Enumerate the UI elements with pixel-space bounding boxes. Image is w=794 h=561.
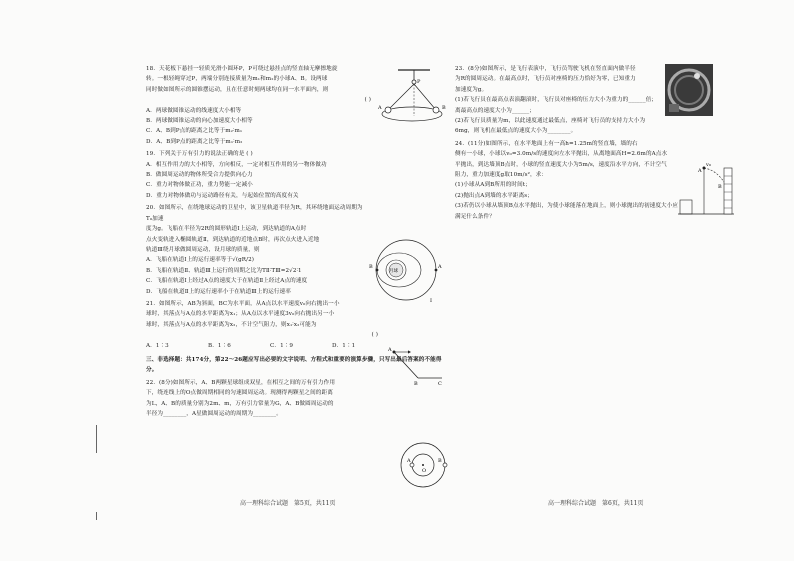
q20-option-a: A．飞船在轨道Ⅰ上的运行速率等于√(gR/2) <box>146 257 255 264</box>
q22-label-o: O <box>422 468 427 474</box>
q23-photo <box>665 64 713 116</box>
q20-line: 轨道Ⅲ绕月球做圆周运动，设月球的质量，则 <box>146 246 260 253</box>
q19-line: 19．下列关于万有引力的说法正确的是 ( ) <box>146 151 253 158</box>
q20-label-a: A <box>438 264 442 270</box>
question-20 <box>146 203 366 297</box>
q20-label-b: B <box>369 264 373 270</box>
q20-option-d: D．飞船在轨道Ⅱ上的运行速率小于在轨道Ⅲ上的运行速率 <box>146 288 291 295</box>
q18-line: 转。一根轻绳穿过P，两端分别连接质量为m₁和m₂的小球A、B。设两球 <box>146 76 328 83</box>
q20-line: 度为g。飞船在半径为2R的圆形轨道Ⅰ上运动，到达轨道的A点时 <box>146 226 307 233</box>
q22-line: 半径为________，A星做圆周运动的周期为________。 <box>146 411 282 417</box>
q23-line: 加速度为g。 <box>455 86 488 93</box>
footer-page-6: 高一理科综合试题 第6页，共11页 <box>548 500 644 507</box>
q21-option-a: A．1∶3 <box>146 342 169 349</box>
q21-option-c: C．1∶9 <box>270 342 294 349</box>
q22-line: 22．(8分)如图所示，A、B两颗星球组成双星，在相互之间的万有引力作用 <box>146 379 336 386</box>
q18-line: 同时做如图所示的圆锥摆运动，且在任意时刻两球均在同一水平面内，则 <box>146 86 329 93</box>
q24-line: 侧有一小球，小球以v₀=3.0m/s的速度向左水平抛出，从离地面高H=2.6m的A点水 <box>455 151 668 158</box>
q18-option-c: C．A、B到P点的距离之比等于m₂∶m₁ <box>146 128 243 135</box>
q23-line: (2)若飞行员质量为m，以此速度通过最低点，座椅对飞行员的支持力大小为 <box>455 118 646 125</box>
q21-label-b: B <box>414 381 418 386</box>
q24-line: 24．(11分)如图所示，在水平地面上有一高h=1.25m的竖直墙，墙的右 <box>455 140 638 147</box>
question-22 <box>146 378 374 420</box>
q21-options <box>146 341 378 351</box>
q18-label-a: A <box>378 105 382 111</box>
q18-option-a: A．两球做圆锥运动的线速度大小相等 <box>146 107 242 114</box>
q21-line: 21．如图所示，AB为斜面，BC为水平面，从A点以水平速度v₀向右抛出一小 <box>146 300 340 307</box>
q20-option-b: B．飞船在轨道Ⅱ、轨道Ⅲ上运行的周期之比为TⅡ∶TⅢ=2√2∶1 <box>146 267 302 274</box>
q20-option-c: C．飞船在轨道Ⅰ上经过A点的速度大于在轨道Ⅱ上经过A点的速度 <box>146 278 308 285</box>
q21-line: 球时，其落点与A点的水平距离为x₂，不计空气阻力，则x₁∶x₂可能为 <box>146 321 317 328</box>
q22-line: 下，绕连线上的O点做周期相同的匀速圆周运动。现测得两颗星之间的距离 <box>146 390 333 397</box>
question-24 <box>455 139 679 222</box>
binding-mark <box>96 512 97 520</box>
q18-line: ( ) <box>364 97 371 104</box>
q21-figure <box>388 346 444 386</box>
q20-figure <box>366 236 448 304</box>
question-21 <box>146 299 378 351</box>
q22-line: 为L，A、B的质量分别为2m、m，万有引力常量为G，A、B做圆周运动的 <box>146 400 334 407</box>
q19-option-a: A．相互作用力的大小相等，方向相反，一定对相互作用的另一物体做功 <box>146 161 327 168</box>
q21-option-d: D．1∶1 <box>332 342 356 349</box>
q23-line: (1)若飞行员在最高点表演翻滚时，飞行员对座椅的压力大小为重力的______倍； <box>455 97 658 104</box>
q19-option-c: C．重力对物体做正功，重力势能一定减小 <box>146 182 253 189</box>
q24-line: (1)小球从A到B所用的时间t； <box>455 182 531 189</box>
q18-figure <box>376 66 452 132</box>
q20-label-moon: 月球 <box>389 269 398 274</box>
q19-option-b: B．做圆周运动的物体所受合力提供向心力 <box>146 172 253 179</box>
binding-mark <box>96 425 97 453</box>
q21-label-a: A <box>388 347 392 353</box>
footer-page-5: 高一理科综合试题 第5页，共11页 <box>240 500 336 507</box>
q24-line: 平抛出，到达墙顶B点时，小球的竖直速度大小为5m/s，速度沿水平方向，不计空气 <box>455 161 667 168</box>
q18-label-p: P <box>417 79 421 85</box>
q23-line: 为R的圆周运动。在最高点时，飞行员对座椅的压力恰好为零，已知重力 <box>455 76 636 83</box>
q18-label-b: B <box>442 105 446 111</box>
q24-line: 满足什么条件？ <box>455 213 495 220</box>
q23-line: 离最高点的速度大小为______； <box>455 107 536 114</box>
q24-label-b: B <box>718 184 722 190</box>
q24-line: (2)抛出点A到墙的水平距离s； <box>455 192 533 199</box>
q22-label-b: B <box>438 458 442 464</box>
q22-label-a: A <box>407 458 411 464</box>
q18-option-d: D．A、B到P点的距离之比等于m₁∶m₂ <box>146 138 243 145</box>
q24-line: (3)若仍以小球从墙顶B点水平抛出，为使小球能落在地面上，则小球抛出的初速度大小应 <box>455 203 679 210</box>
q24-label-a: A <box>698 168 702 174</box>
q24-label-v: v₀ <box>706 162 711 168</box>
q23-line: 6mg，则飞机在最低点的速度大小为________。 <box>455 128 577 135</box>
q21-label-c: C <box>438 381 442 386</box>
q24-line: 阻力，重力加速度g取10m/s²，求： <box>455 172 548 179</box>
q20-line: 20．如图所示，在绕地球运动的卫星中，该卫星轨道半径为R，其环绕地面运动周期为T₀加速 <box>146 205 363 222</box>
q22-figure <box>398 440 448 490</box>
section-heading: 三、非选择题：共174分，第22～26题应写出必要的文字说明、方程式和重要的演算步骤，只写出最后答案的不能得分。 <box>146 356 442 374</box>
q23-line: 23．(8分)如图所示，是飞行表演中，飞行员驾驶飞机在竖直面内做半径 <box>455 66 636 72</box>
q18-option-b: B．两球做圆锥运动的向心加速度大小相等 <box>146 118 253 125</box>
question-19 <box>146 149 446 201</box>
q21-line: 球时，其落点与A点的水平距离为x₁；从A点以水平速度3v₀向右抛出另一小 <box>146 311 335 318</box>
question-23 <box>455 64 658 137</box>
question-18 <box>146 64 371 147</box>
right-page <box>455 64 700 222</box>
q20-line: 点火变轨进入椭圆轨道Ⅱ，到达轨道的近地点B时，再次点火进入近地 <box>146 236 320 243</box>
q19-option-d: D．重力对物体做功与运动路径有关，与起始位置的高度有关 <box>146 192 299 199</box>
q18-line: 18．天花板下悬挂一轻质光滑小圆环P，P可绕过悬挂点的竖直轴无摩擦地旋 <box>146 66 338 72</box>
q21-option-b: B．1∶6 <box>208 342 231 349</box>
q24-figure <box>676 158 736 220</box>
q20-label-orbit: Ⅰ <box>430 298 432 304</box>
q21-line: ( ) <box>371 332 378 339</box>
